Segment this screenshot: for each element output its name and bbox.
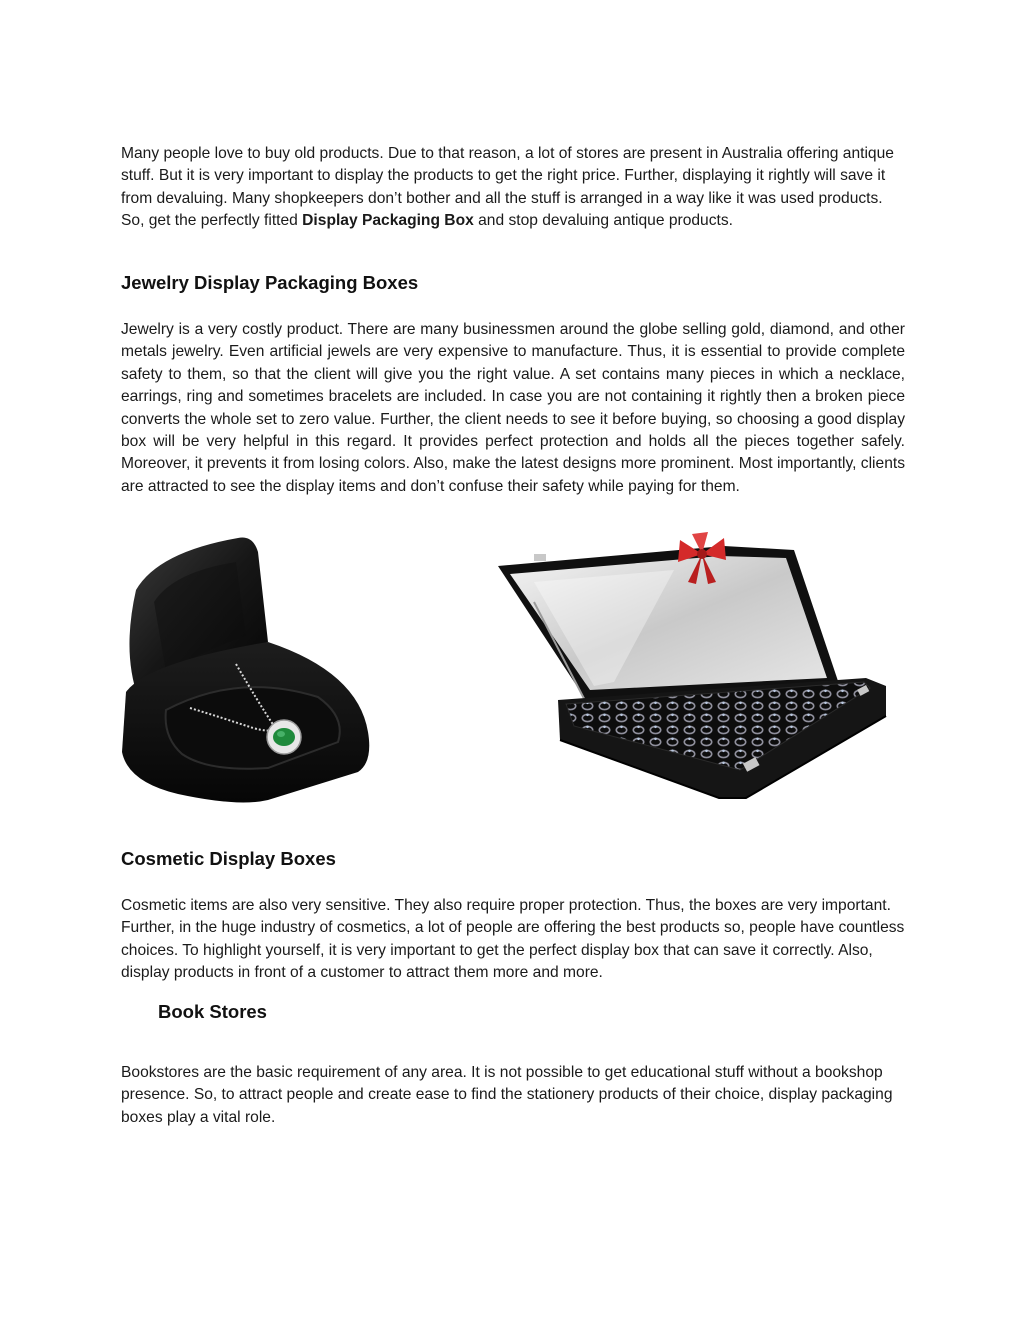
ring-tray-image [494,532,888,802]
jewelry-heading: Jewelry Display Packaging Boxes [121,272,419,293]
book-stores-heading: Book Stores [158,1001,267,1022]
intro-text-end: and stop devaluing antique products. [473,212,733,230]
jewelry-paragraph: Jewelry is a very costly product. There are many businessmen around the globe selling gold, diamond, and other metals jewelry. Even artificial jewels are very expensive to manufacture. Thus, it is essential to provide complete safety to them, so that the client will give you the right value. A set contains many pieces in which a necklace, earrings, ring and sometimes bracelets are included. In case you are not containing it rightly then a broken piece converts the whole set to zero value. Further, the client needs to see it before buying, so choosing a good display box will be very helpful in this regard. It provides perfect protection and holds all the pieces together safely. Moreover, it prevents it from losing colors. Also, make the latest designs more prominent. Most importantly, clients are attracted to see the display items and don’t confuse their safety while paying for them. [121,321,905,495]
book-stores-paragraph: Bookstores are the basic requirement of any area. It is not possible to get educational stuff without a bookshop presence. So, to attract people and create ease to find the stationery products of their choice, display packaging boxes play a vital role. [121,1064,893,1126]
cosmetic-heading: Cosmetic Display Boxes [121,848,336,869]
cosmetic-paragraph: Cosmetic items are also very sensitive. They also require proper protection. Thus, the boxes are very important. Further, in the huge industry of cosmetics, a lot of people are offering the best products so, people have countless choices. To highlight yourself, it is very important to get the perfect display box that can save it correctly. Also, display products in front of a customer to attract them more and more. [121,897,905,982]
intro-paragraph [121,143,905,233]
intro-text-start: Many people love to buy old products. Due to that reason, a lot of stores are present in Australia offering antique stuff. But it is very important to display the products to get the right price. Further, displaying it rightly will save it from devaluing. Many shopkeepers don’t bother and all the stuff is arranged in a way like it was used products. So, get the perfectly fitted [121,145,894,230]
intro-bold-term: Display Packaging Box [302,212,474,230]
necklace-box-image [118,532,380,804]
